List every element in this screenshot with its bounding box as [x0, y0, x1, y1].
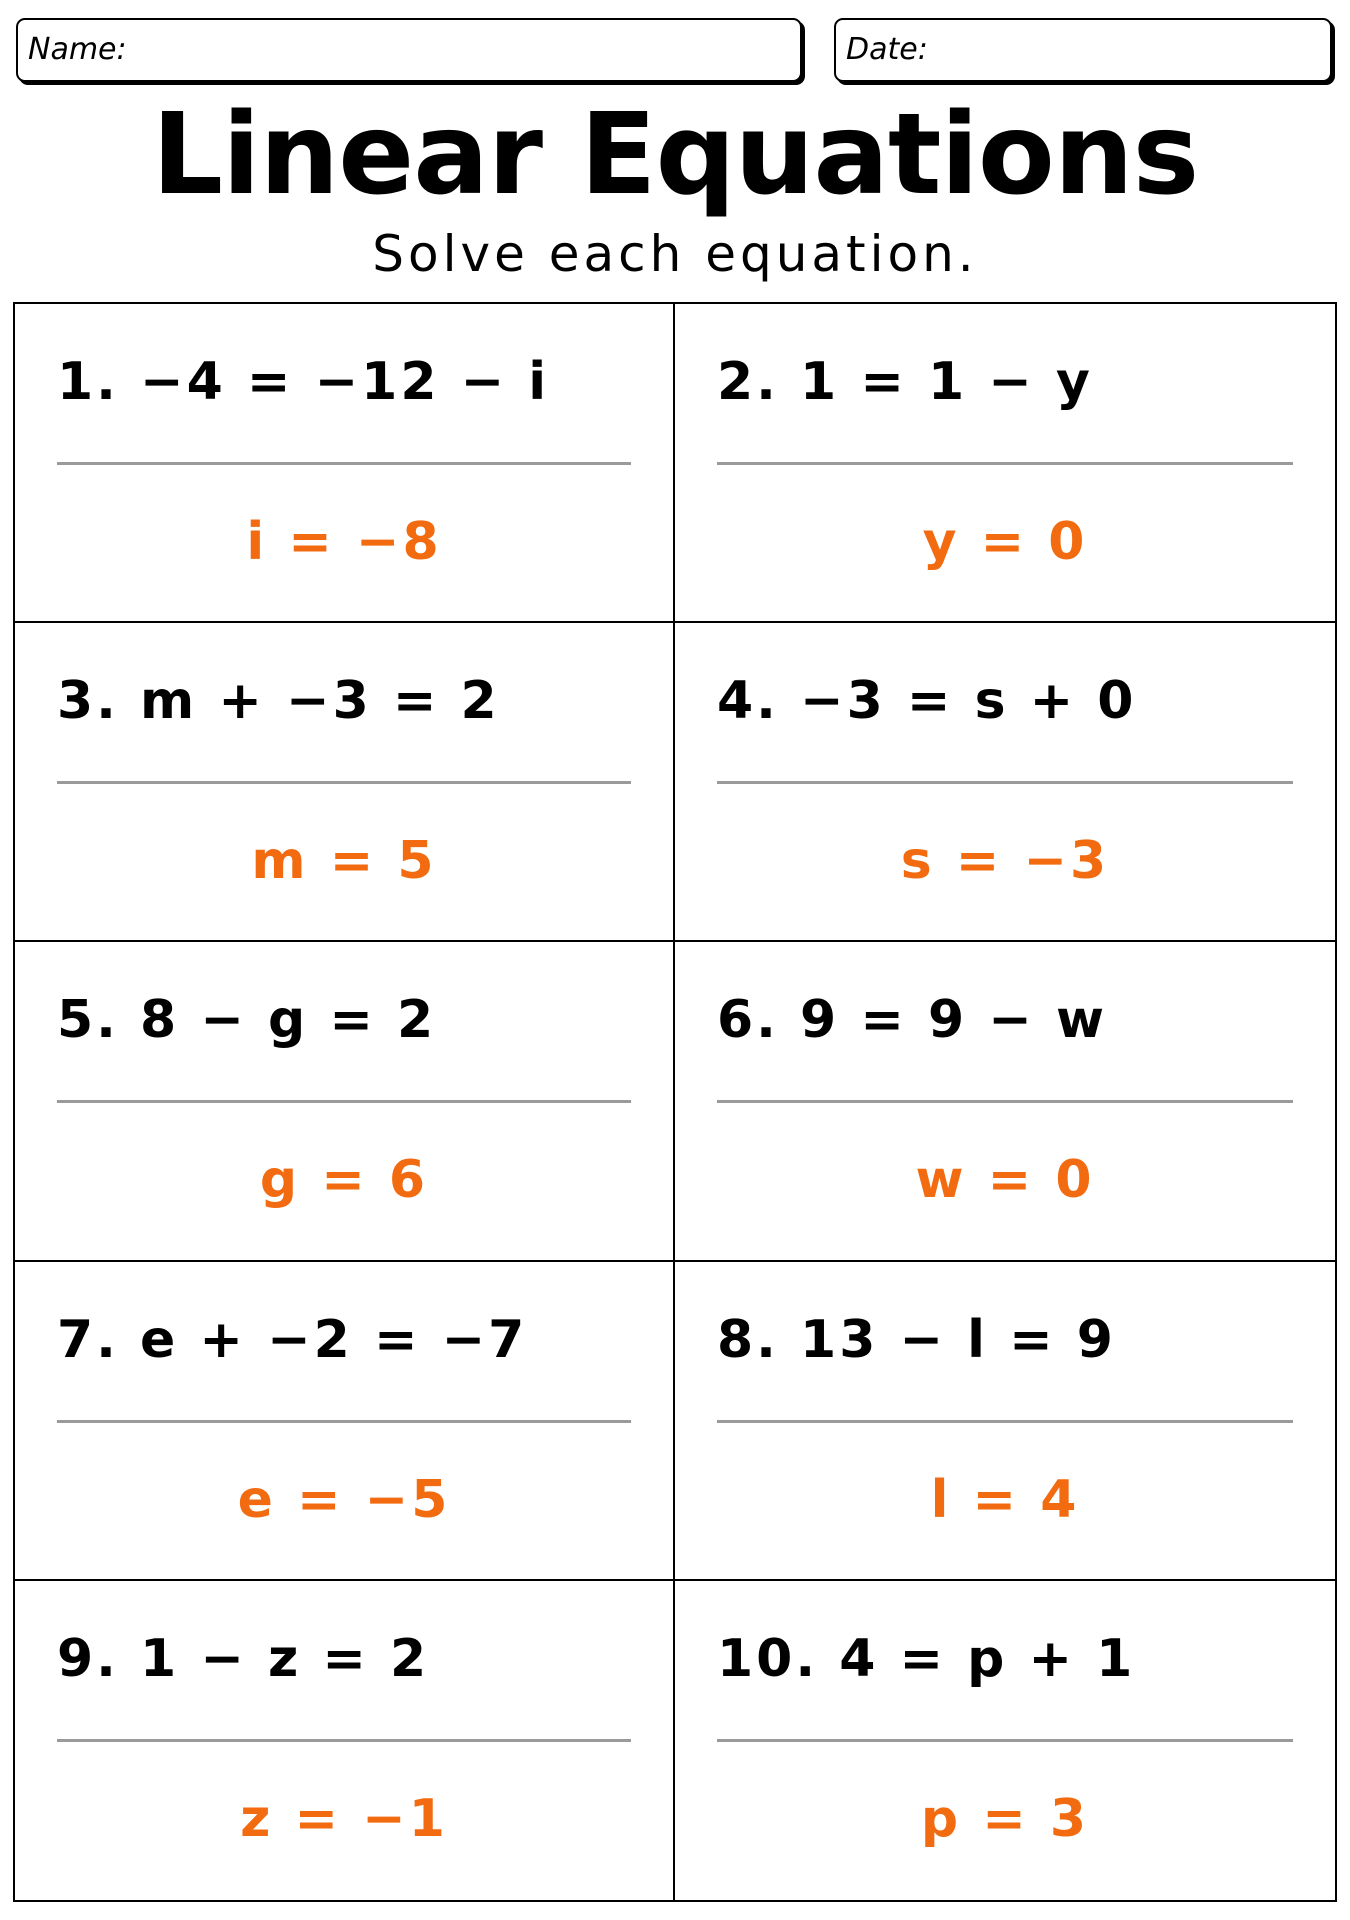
problem-cell-1 [15, 304, 675, 623]
date-field[interactable] [834, 18, 1332, 82]
problem-question: 9. 1 − z = 2 [57, 1628, 430, 1689]
problem-answer: w = 0 [915, 1150, 1095, 1211]
problem-cell-2 [675, 304, 1335, 623]
problem-question: 1. −4 = −12 − i [57, 352, 550, 412]
answer-line [57, 1420, 631, 1423]
problem-question: 2. 1 = 1 − y [717, 352, 1093, 412]
problem-cell-6 [675, 942, 1335, 1261]
problem-answer: i = −8 [246, 512, 442, 572]
answer-line [57, 1100, 631, 1103]
problem-answer: e = −5 [237, 1469, 451, 1530]
answer-line [57, 781, 631, 784]
problem-grid [13, 302, 1337, 1902]
problem-question: 5. 8 − g = 2 [57, 990, 437, 1051]
answer-line [717, 1739, 1293, 1742]
problem-cell-8 [675, 1262, 1335, 1581]
problem-question: 3. m + −3 = 2 [57, 671, 500, 732]
answer-line [57, 1739, 631, 1742]
problem-answer: l = 4 [930, 1469, 1080, 1530]
answer-line [717, 781, 1293, 784]
date-label: Date: [846, 32, 928, 67]
problem-answer: y = 0 [922, 512, 1088, 572]
name-field[interactable] [16, 18, 802, 82]
problem-question: 6. 9 = 9 − w [717, 990, 1107, 1051]
problem-cell-3 [15, 623, 675, 942]
problem-answer: m = 5 [251, 831, 437, 892]
problem-answer: z = −1 [240, 1788, 448, 1849]
problem-question: 7. e + −2 = −7 [57, 1309, 528, 1370]
name-label: Name: [28, 32, 127, 67]
problem-question: 4. −3 = s + 0 [717, 671, 1137, 732]
problem-cell-9 [15, 1581, 675, 1900]
answer-line [717, 462, 1293, 465]
problem-cell-4 [675, 623, 1335, 942]
worksheet-title: Linear Equations [151, 90, 1199, 220]
problem-cell-7 [15, 1262, 675, 1581]
problem-question: 8. 13 − l = 9 [717, 1309, 1116, 1370]
problem-cell-10 [675, 1581, 1335, 1900]
problem-answer: s = −3 [900, 831, 1110, 892]
problem-answer: p = 3 [920, 1788, 1090, 1849]
problem-question: 10. 4 = p + 1 [717, 1628, 1136, 1689]
answer-line [57, 462, 631, 465]
answer-line [717, 1420, 1293, 1423]
problem-cell-5 [15, 942, 675, 1261]
worksheet-instructions: Solve each equation. [372, 225, 978, 283]
answer-line [717, 1100, 1293, 1103]
problem-answer: g = 6 [259, 1150, 429, 1211]
